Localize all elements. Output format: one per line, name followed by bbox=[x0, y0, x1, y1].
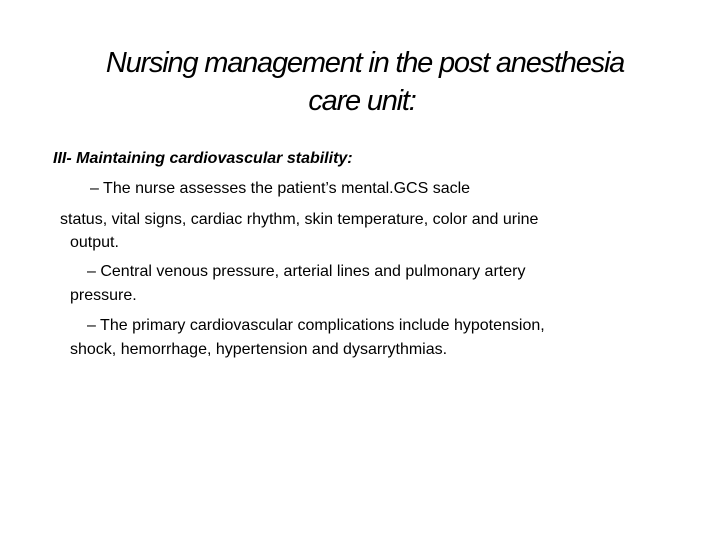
bullet-1-line-1: ‒ The nurse assesses the patient’s mental.GCS sacle bbox=[90, 180, 471, 197]
bullet-2-line-2: pressure. bbox=[70, 287, 137, 304]
bullet-3-line-1: ‒ The primary cardiovascular complications include hypotension, bbox=[87, 317, 545, 334]
bullet-1-line-2: status, vital signs, cardiac rhythm, skin temperature, color and urine bbox=[60, 211, 539, 228]
title-line-2: care unit: bbox=[308, 85, 416, 117]
bullet-1-line-3: output. bbox=[70, 234, 119, 251]
bullet-2-line-1: ‒ Central venous pressure, arterial lines and pulmonary artery bbox=[87, 263, 526, 280]
title-line-1: Nursing management in the post anesthesia bbox=[105, 47, 625, 79]
slide-title bbox=[20, 44, 700, 120]
section-heading: III- Maintaining cardiovascular stability: bbox=[53, 150, 353, 167]
bullet-3-line-2: shock, hemorrhage, hypertension and dysarrythmias. bbox=[70, 341, 448, 358]
